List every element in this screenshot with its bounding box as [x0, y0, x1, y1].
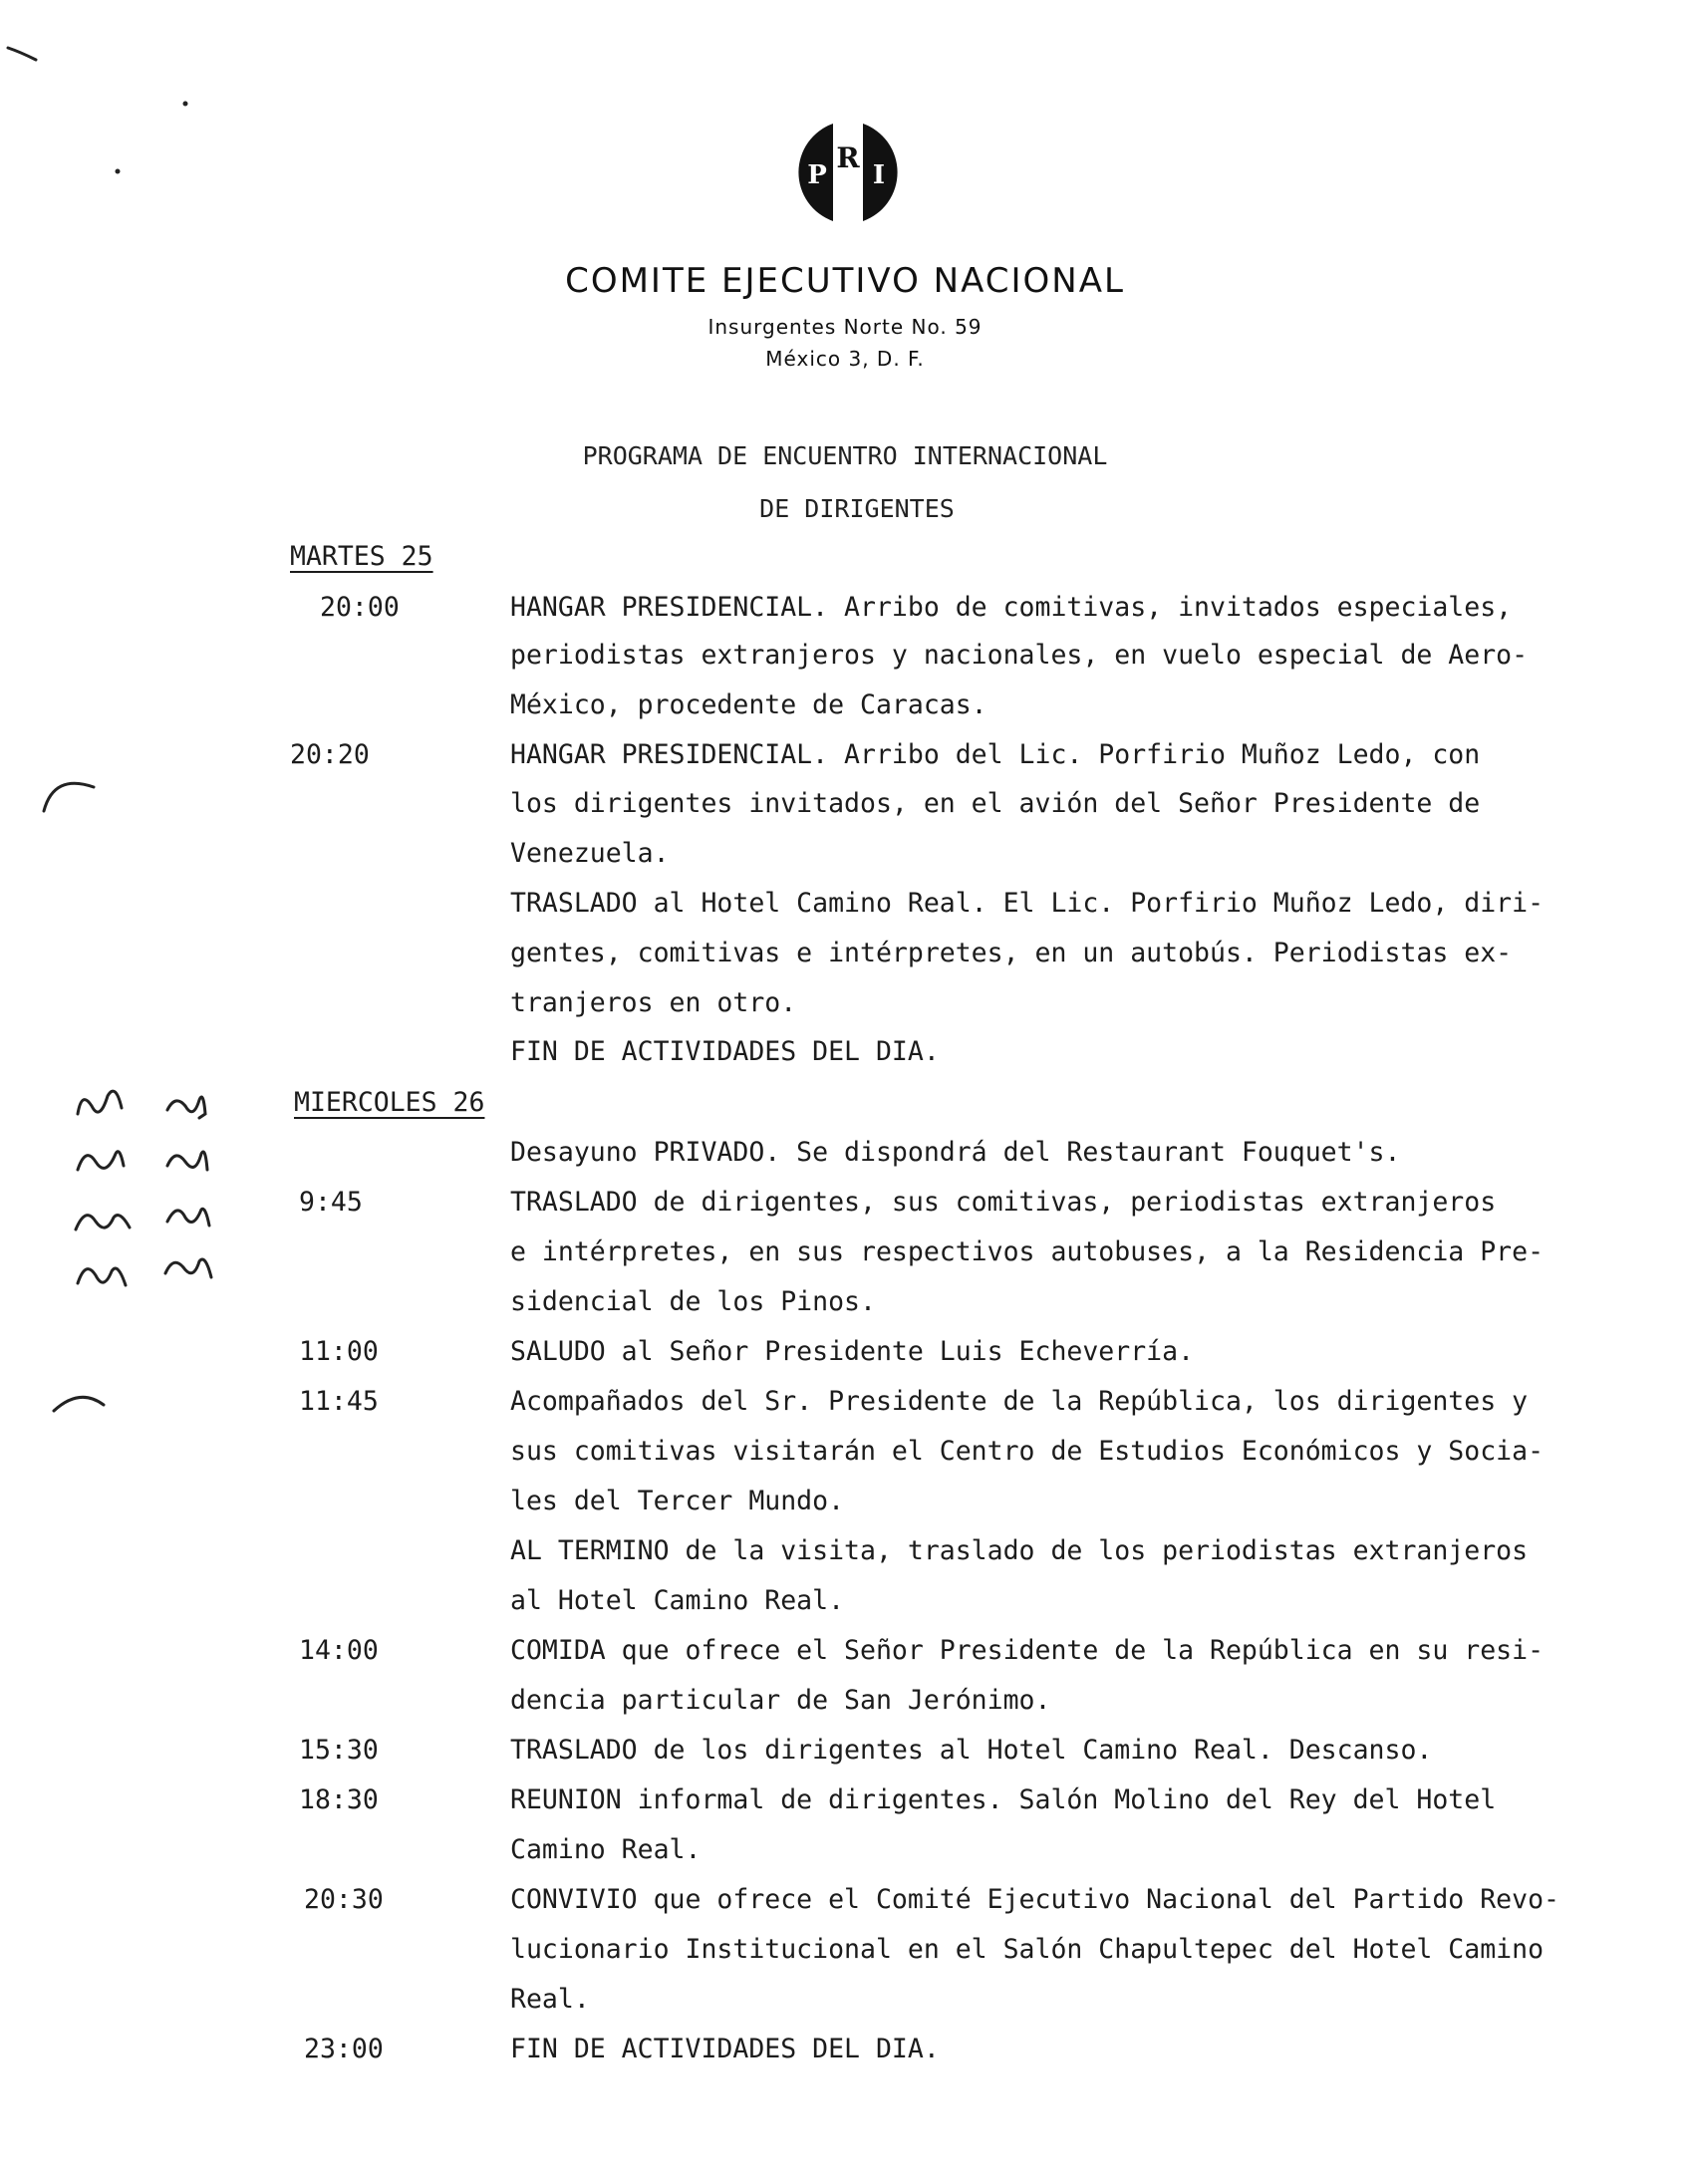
entry-time: 20:30	[304, 1884, 384, 1915]
entry-line: les del Tercer Mundo.	[510, 1486, 845, 1516]
speck	[183, 102, 188, 107]
logo-letter-p: P	[807, 160, 827, 190]
speck	[116, 169, 121, 174]
entry-time: 18:30	[299, 1784, 379, 1815]
entry-line: los dirigentes invitados, en el avión del Señor Presidente de	[510, 788, 1481, 819]
entry-line: tranjeros en otro.	[510, 987, 797, 1018]
entry-line: e intérpretes, en sus respectivos autobuses, a la Residencia Pre-	[510, 1236, 1545, 1267]
scribble-glyph	[167, 1152, 207, 1170]
entry-time: 23:00	[304, 2034, 384, 2064]
entry-line: HANGAR PRESIDENCIAL. Arribo de comitivas, invitados especiales,	[510, 592, 1513, 623]
entry-line: HANGAR PRESIDENCIAL. Arribo del Lic. Porfirio Muñoz Ledo, con	[510, 739, 1481, 770]
entry-line: TRASLADO de los dirigentes al Hotel Camino Real. Descanso.	[510, 1735, 1433, 1766]
entry-line: dencia particular de San Jerónimo.	[510, 1685, 1051, 1716]
entry-line: Acompañados del Sr. Presidente de la República, los dirigentes y	[510, 1386, 1529, 1417]
entry-line: periodistas extranjeros y nacionales, en vuelo especial de Aero-	[510, 640, 1529, 671]
organization-name: COMITE EJECUTIVO NACIONAL	[565, 261, 1125, 301]
entry-time: 15:30	[299, 1735, 379, 1766]
entry-line: sus comitivas visitarán el Centro de Estudios Económicos y Socia-	[510, 1436, 1545, 1467]
entry-time: 20:20	[290, 739, 370, 770]
address-line-2: México 3, D. F.	[765, 347, 925, 371]
scribble-glyph	[167, 1209, 209, 1226]
entry-line: lucionario Institucional en el Salón Chapultepec del Hotel Camino	[510, 1934, 1545, 1965]
entry-line: Venezuela.	[510, 838, 670, 869]
scribble-glyph	[165, 1259, 211, 1277]
entry-line: AL TERMINO de la visita, traslado de los periodistas extranjeros	[510, 1535, 1529, 1566]
entry-time: 11:00	[299, 1336, 379, 1367]
entry-line: SALUDO al Señor Presidente Luis Echeverría.	[510, 1336, 1195, 1367]
logo-letter-r: R	[836, 141, 860, 174]
program-title-line-2: DE DIRIGENTES	[759, 494, 955, 523]
day-heading-miercoles: MIERCOLES 26	[294, 1087, 485, 1118]
address-line-1: Insurgentes Norte No. 59	[707, 315, 983, 339]
scribble-glyph	[76, 1216, 130, 1229]
entry-line: FIN DE ACTIVIDADES DEL DIA.	[510, 1036, 940, 1067]
entry-line: TRASLADO de dirigentes, sus comitivas, periodistas extranjeros	[510, 1187, 1497, 1218]
scribble-glyph	[167, 1097, 205, 1118]
scribble-glyph	[78, 1152, 124, 1170]
entry-line: al Hotel Camino Real.	[510, 1585, 845, 1616]
scribble-glyph	[78, 1268, 126, 1285]
entry-line: Camino Real.	[510, 1834, 702, 1865]
corner-mark	[8, 48, 36, 60]
day-heading-martes: MARTES 25	[290, 541, 433, 572]
entry-line: México, procedente de Caracas.	[510, 689, 987, 720]
entry-line: gentes, comitivas e intérpretes, en un autobús. Periodistas ex-	[510, 938, 1513, 968]
entry-time: 14:00	[299, 1635, 379, 1666]
entry-line: Desayuno PRIVADO. Se dispondrá del Restaurant Fouquet's.	[510, 1137, 1401, 1168]
entry-line: Real.	[510, 1984, 590, 2015]
entry-time: 20:00	[320, 592, 400, 623]
margin-arc-mark	[54, 1397, 104, 1411]
scribble-glyph	[78, 1091, 122, 1114]
entry-line: CONVIVIO que ofrece el Comité Ejecutivo Nacional del Partido Revo-	[510, 1884, 1559, 1915]
entry-time: 11:45	[299, 1386, 379, 1417]
margin-arc-mark	[44, 783, 94, 811]
entry-line: TRASLADO al Hotel Camino Real. El Lic. Porfirio Muñoz Ledo, diri-	[510, 888, 1545, 919]
entry-line: COMIDA que ofrece el Señor Presidente de la República en su resi-	[510, 1635, 1545, 1666]
program-title-line-1: PROGRAMA DE ENCUENTRO INTERNACIONAL	[582, 441, 1108, 470]
logo-letter-i: I	[872, 160, 886, 190]
entry-line: sidencial de los Pinos.	[510, 1286, 876, 1317]
entry-line: FIN DE ACTIVIDADES DEL DIA.	[510, 2034, 940, 2064]
entry-time: 9:45	[299, 1187, 363, 1218]
entry-line: REUNION informal de dirigentes. Salón Molino del Rey del Hotel	[510, 1784, 1497, 1815]
